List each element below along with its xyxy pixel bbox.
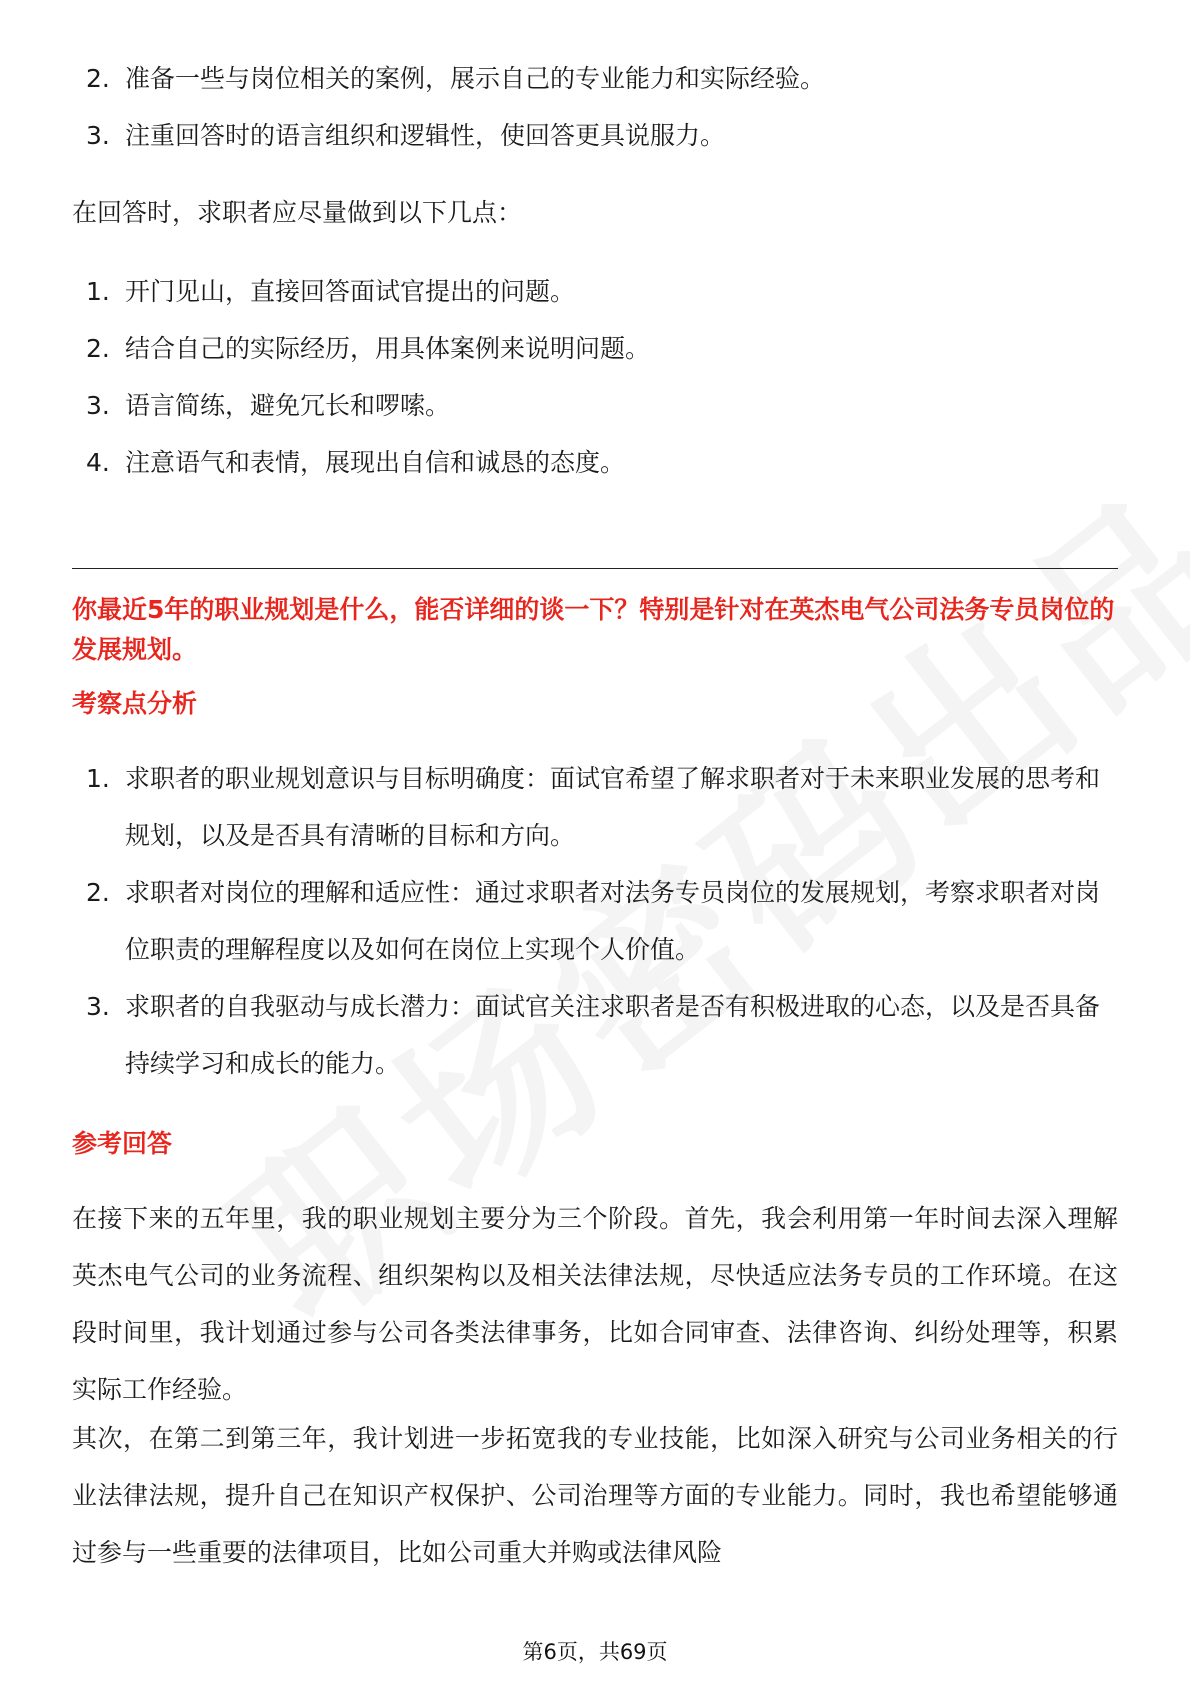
list-item: 1. 求职者的职业规划意识与目标明确度：面试官希望了解求职者对于未来职业发展的思考和规划，以及是否具有清晰的目标和方向。 [86,764,1101,850]
question-heading: 你最近5年的职业规划是什么，能否详细的谈一下？特别是针对在英杰电气公司法务专员岗位的发展规划。 [72,595,1115,664]
list-item: 1. 开门见山，直接回答面试官提出的问题。 [86,277,576,306]
list-item: 2. 求职者对岗位的理解和适应性：通过求职者对法务专员岗位的发展规划，考察求职者对岗位职责的理解程度以及如何在岗位上实现个人价值。 [86,878,1101,964]
list-item: 2. 结合自己的实际经历，用具体案例来说明问题。 [86,334,651,363]
document-page [72,0,1118,1684]
page-footer: 第6页，共69页 [522,1640,668,1664]
answer-paragraph-1: 在接下来的五年里，我的职业规划主要分为三个阶段。首先，我会利用第一年时间去深入理解英杰电气公司的业务流程、组织架构以及相关法律法规，尽快适应法务专员的工作环境。在这段时间里，我计划通过参与公司各类法律事务，比如合同审查、法律咨询、纠纷处理等，积累实际工作经验。 [72,1204,1118,1404]
list-points [72,263,1118,491]
list-item: 3. 语言简练，避免冗长和啰嗦。 [86,391,451,420]
list-top [72,50,1118,164]
section-divider [72,568,1118,569]
intro-points: 在回答时，求职者应尽量做到以下几点： [72,198,523,227]
list-item: 2. 准备一些与岗位相关的案例，展示自己的专业能力和实际经验。 [86,64,826,93]
list-item: 4. 注意语气和表情，展现出自信和诚恳的态度。 [86,448,626,477]
list-item: 3. 求职者的自我驱动与成长潜力：面试官关注求职者是否有积极进取的心态，以及是否具备持续学习和成长的能力。 [86,992,1101,1078]
list-item: 3. 注重回答时的语言组织和逻辑性，使回答更具说服力。 [86,121,726,150]
answer-paragraph-2: 其次，在第二到第三年，我计划进一步拓宽我的专业技能，比如深入研究与公司业务相关的行业法律法规，提升自己在知识产权保护、公司治理等方面的专业能力。同时，我也希望能够通过参与一些重要的法律项目，比如公司重大并购或法律风险 [72,1424,1118,1567]
analysis-list [72,750,1118,1092]
analysis-heading: 考察点分析 [72,689,198,718]
answer-heading: 参考回答 [72,1129,173,1158]
